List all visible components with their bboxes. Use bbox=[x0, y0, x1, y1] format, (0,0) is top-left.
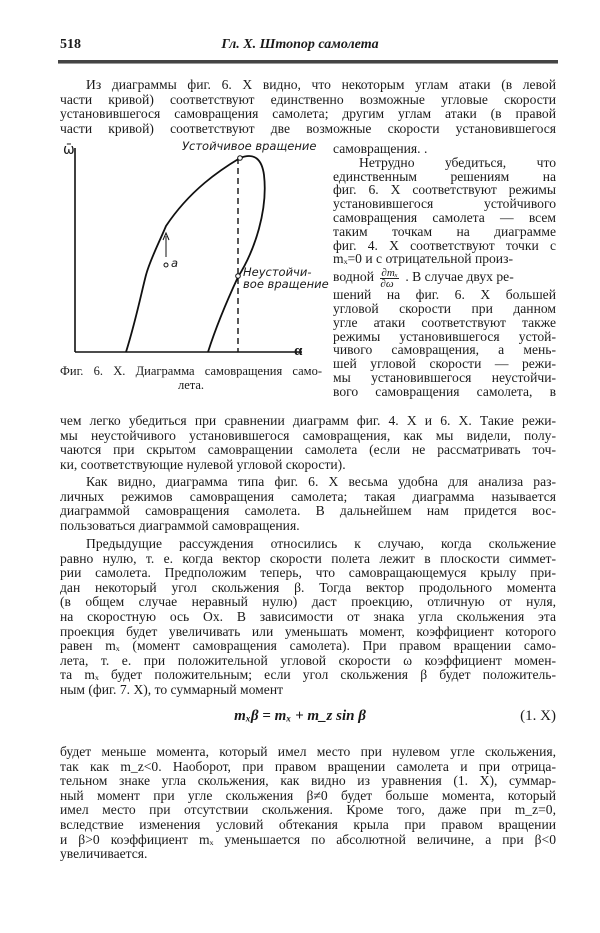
text-line: и β>0 коэффициент mₓ уменьшается по абсолютной величине, а при β<0 bbox=[60, 831, 556, 847]
caption-line-1: Фиг. 6. X. Диаграмма самовращения само- bbox=[60, 364, 322, 378]
point-a-label: a bbox=[171, 256, 179, 270]
caption-line-2: лета. bbox=[177, 378, 205, 392]
text-line: вого самовращения самолета, в bbox=[333, 383, 556, 399]
text-line: проекция будет увеличивать или уменьшать момент, коэффициент которого bbox=[60, 623, 556, 639]
text-line: mₓ=0 и с отрицательной произ- bbox=[333, 251, 513, 267]
text-line: личных режимов самовращения самолета; такая диаграмма называется bbox=[60, 488, 556, 504]
text-line: равно нулю, т. е. когда вектор скорости полета лежит в плоскости симмет- bbox=[60, 550, 556, 566]
header-rule bbox=[58, 60, 558, 64]
text-line: чаются при скрытом самовращении самолета (если не рассматривать точ- bbox=[60, 442, 556, 458]
text-line: единственным решениям на bbox=[333, 168, 556, 184]
text-line: Как видно, диаграмма типа фиг. 6. X весьма удобна для анализа раз- bbox=[86, 474, 556, 489]
equation-formula: mₓβ = mₓ + m_z sin β bbox=[234, 708, 366, 724]
derivative-fraction bbox=[380, 268, 399, 289]
text-line: чивого самовращения, а мень- bbox=[333, 342, 556, 358]
text-line: имел место при отсутствии скольжения. Кроме того, даже при m_z=0, bbox=[60, 802, 556, 818]
text-line: режимы установившегося устой- bbox=[333, 328, 556, 344]
text-line: угловой скорости при данном bbox=[333, 300, 556, 316]
text-line: на скоростную ось Ox. В зависимости от знака угла скольжения эта bbox=[60, 608, 556, 624]
paragraph-4 bbox=[60, 537, 556, 698]
equation-number: (1. X) bbox=[520, 708, 556, 724]
text-line: равен mₓ (момент самовращения самолета). При правом вращении само- bbox=[60, 638, 556, 654]
text-line: Нетрудно убедиться, что bbox=[359, 154, 556, 170]
figure-caption bbox=[60, 364, 322, 392]
text-line: таким точкам на диаграмме bbox=[333, 223, 556, 239]
right-column-lines-a bbox=[333, 142, 556, 266]
text-line: ки, соответствующие нулевой угловой скорости). bbox=[60, 456, 346, 472]
text-line: самовращения самолета — всем bbox=[333, 209, 556, 225]
autorotation-curve bbox=[126, 156, 265, 352]
text-line: тельном знаке угла скольжения, как видно из уравнения (1. X), суммар- bbox=[60, 773, 556, 789]
text-line: (в общем случае неравный нулю) даст проекцию, отличную от нуля, bbox=[60, 594, 556, 610]
text-line: ный момент при угле скольжения β≠0 будет больше момента, который bbox=[60, 787, 556, 803]
derivative-prefix: водной bbox=[333, 269, 374, 285]
text-line: лета, т. е. при положительной угловой скорости ω коэффициент момен- bbox=[60, 652, 556, 668]
text-line: дан некоторый угол скольжения β. Тогда вектор продольного момента bbox=[60, 579, 556, 595]
text-line: Предыдущие рассуждения относились к случаю, когда скольжение bbox=[86, 536, 556, 551]
right-column-lines-b bbox=[333, 288, 556, 398]
text-line: фиг. 4. X соответствуют точки с bbox=[333, 237, 556, 253]
running-title: Гл. X. Штопор самолета bbox=[221, 37, 379, 52]
text-line: ным (фиг. 7. X), то суммарный момент bbox=[60, 681, 284, 697]
derivative-line bbox=[333, 266, 556, 288]
text-line: увеличивается. bbox=[60, 846, 148, 862]
text-line: угле атаки соответствуют также bbox=[333, 314, 556, 330]
paragraph-3 bbox=[60, 475, 556, 533]
stable-point bbox=[238, 156, 243, 161]
unstable-label-line2: вое вращение bbox=[243, 277, 329, 291]
text-line: рии самолета. Предположим теперь, что самовращающемуся крылу при- bbox=[60, 565, 556, 581]
derivative-denominator: ∂ω bbox=[380, 277, 394, 290]
text-line: установившегося устойчивого bbox=[333, 196, 556, 212]
text-line: будет меньше момента, который имел место при нулевом угле скольжения, bbox=[60, 744, 556, 759]
unstable-rotation-label bbox=[243, 266, 329, 290]
y-axis-label: ω̄ bbox=[63, 142, 75, 158]
paragraph-1 bbox=[60, 78, 556, 136]
text-line: чем легко убедиться при сравнении диаграмм фиг. 4. X и 6. X. Такие режи- bbox=[60, 413, 556, 428]
point-a bbox=[164, 263, 168, 267]
text-line: мы установившегося неустойчи- bbox=[333, 369, 556, 385]
text-line: части кривой) соответствуют единственно возможные угловые скорости bbox=[60, 91, 556, 107]
text-line: так как m_z<0. Наоборот, при правом вращении самолета и при отрица- bbox=[60, 758, 556, 774]
text-line: установившегося самовращения самолета; другим углам атаки (в правой bbox=[60, 106, 556, 122]
text-line: Из диаграммы фиг. 6. X видно, что некоторым углам атаки (в левой bbox=[86, 77, 556, 92]
text-line: фиг. 6. X соответствуют режимы bbox=[333, 182, 556, 198]
autorotation-diagram bbox=[40, 130, 330, 370]
text-line: та mₓ будет положительным; если угол скольжения β будет положитель- bbox=[60, 667, 556, 683]
derivative-numerator: ∂mₓ bbox=[381, 266, 398, 279]
text-line: части кривой) соответствуют две возможные скорости установившегося bbox=[60, 120, 556, 136]
x-axis-label: α bbox=[294, 343, 303, 359]
paragraph-5 bbox=[60, 745, 556, 862]
text-line: шей угловой скорости — режи- bbox=[333, 356, 556, 372]
text-line: диаграммой самовращения самолета. В дальнейшем нам придется вос- bbox=[60, 503, 556, 519]
page-number: 518 bbox=[60, 37, 81, 52]
stable-rotation-label: Устойчивое вращение bbox=[182, 139, 317, 153]
paragraph-2 bbox=[60, 414, 556, 472]
unstable-point bbox=[236, 274, 241, 279]
unstable-label-line1: Неустойчи- bbox=[243, 265, 312, 279]
text-line: вследствие изменения условий обтекания крыла при правом вращении bbox=[60, 816, 556, 832]
text-line: мы неустойчивого установившегося самовращения, как мы видели, полу- bbox=[60, 427, 556, 443]
derivative-suffix: . В случае двух ре- bbox=[405, 269, 514, 285]
right-column-text bbox=[333, 142, 556, 399]
text-line: самовращения. . bbox=[333, 141, 428, 156]
text-line: шений на фиг. 6. X большей bbox=[333, 287, 556, 303]
text-line: пользоваться диаграммой самовращения. bbox=[60, 517, 300, 533]
